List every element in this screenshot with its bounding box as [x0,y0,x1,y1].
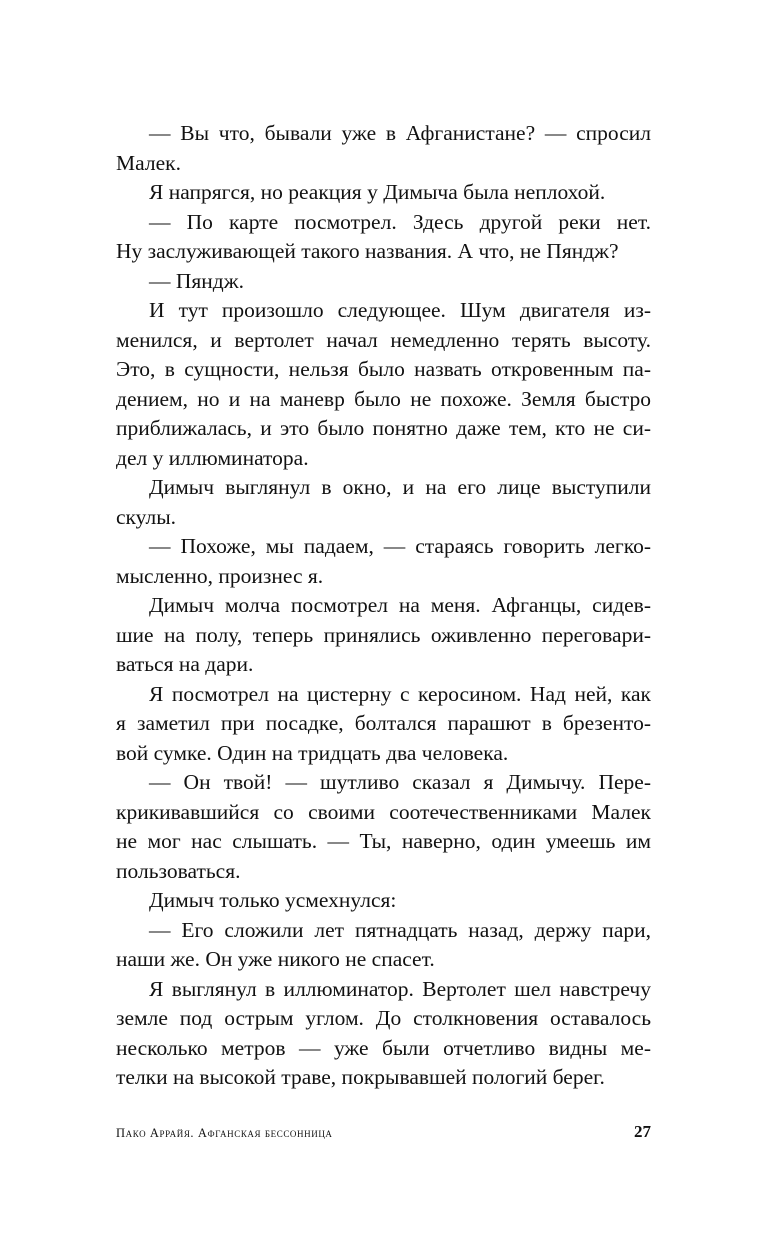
text-line: крикивавшийся со своими соотечественниками Малек [116,799,651,824]
text-line: — Он твой! — шутливо сказал я Димычу. Пере- [149,770,651,794]
text-line: я заметил при посадке, болтался парашют в брезенто- [116,711,651,735]
text-line: — Его сложили лет пятнадцать назад, держу пари, [149,917,651,942]
text-line: не мог нас слышать. — Ты, наверно, один умеешь им [116,829,651,853]
text-line: наши же. Он уже никого не спасет. [116,947,435,971]
text-line: земле под острым углом. До столкновения оставалось [116,1006,651,1030]
text-line: приближалась, и это было понятно даже тем, кто не си- [116,416,651,440]
text-line: — Вы что, бывали уже в Афганистане? — спросил [149,121,651,145]
text-line: дел у иллюминатора. [116,445,309,470]
text-line: Малек. [116,150,181,175]
text-line: Ну заслуживающей такого названия. А что, не Пяндж? [116,239,619,263]
text-line: шие на полу, теперь принялись оживленно переговари- [116,622,651,647]
text-line: скулы. [116,504,177,529]
page-text [116,119,651,1093]
text-line: несколько метров — уже были отчетливо видны ме- [116,1035,651,1060]
text-line: Димыч только усмехнулся: [149,888,397,912]
text-line: мысленно, произнес я. [116,563,324,588]
page-footer [116,1122,651,1146]
text-line: пользоваться. [116,858,241,883]
text-line: Я выглянул в иллюминатор. Вертолет шел навстречу [149,976,651,1001]
text-line: Это, в сущности, нельзя было назвать откровенным па- [116,357,651,381]
text-line: Я напрягся, но реакция у Димыча была неплохой. [149,180,606,204]
text-line: Димыч молча посмотрел на меня. Афганцы, сидев- [149,593,651,617]
text-line: дением, но и на маневр было не похоже. Земля быстро [116,386,651,411]
text-line: ваться на дари. [116,652,254,676]
text-line: — По карте посмотрел. Здесь другой реки нет. [149,209,651,234]
text-line: И тут произошло следующее. Шум двигателя из- [149,298,651,322]
text-line: Димыч выглянул в окно, и на его лице выступили [149,475,651,499]
text-line: телки на высокой траве, покрывавшей пологий берег. [116,1065,605,1089]
running-title: Пако Аррайя. Афганская бессонница [116,1126,333,1140]
page-number: 27 [634,1122,651,1141]
text-line: — Пяндж. [149,268,244,293]
text-line: Я посмотрел на цистерну с керосином. Над ней, как [149,681,651,706]
text-line: менился, и вертолет начал немедленно терять высоту. [116,327,651,352]
text-line: — Похоже, мы падаем, — стараясь говорить легко- [149,534,651,558]
text-line: вой сумке. Один на тридцать два человека. [116,740,509,765]
